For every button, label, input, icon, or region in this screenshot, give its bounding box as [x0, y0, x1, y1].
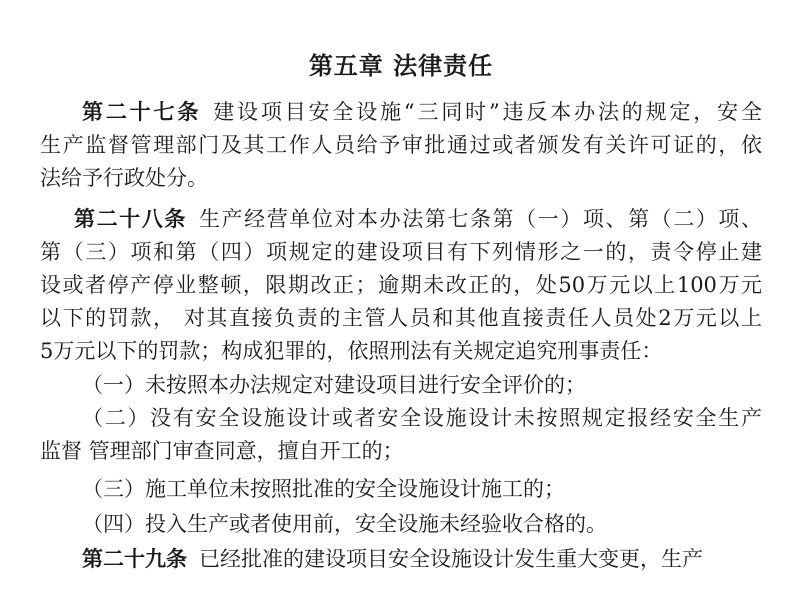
article-29-line-1 — [40, 545, 762, 573]
article-27-heading: 第二十七条 — [82, 100, 202, 124]
article-28-line-4: 以下的罚款， 对其直接负责的主管人员和其他直接责任人员处2万元以上 — [40, 306, 762, 330]
article-27-text-1: 建设项目安全设施“三同时”违反本办法的规定，安全 — [213, 100, 762, 124]
article-28-line-5: 5万元以下的罚款；构成犯罪的，依照刑法有关规定追究刑事责任： — [40, 339, 663, 363]
article-27-line-1 — [40, 98, 762, 126]
article-28-text-1: 生产经营单位对本办法第七条第（一）项、第（二）项、 — [198, 207, 762, 231]
chapter-title: 第五章 法律责任 — [308, 52, 494, 80]
article-28-line-3: 设或者停产停业整顿，限期改正；逾期未改正的，处50万元以上100万元 — [40, 273, 762, 297]
article-28-line-1 — [40, 205, 762, 233]
document-page — [40, 0, 762, 600]
article-27-line-3: 法给予行政处分。 — [40, 166, 208, 190]
article-28-item-2-line-2: 监督 管理部门审查同意，擅自开工的； — [40, 439, 404, 463]
article-28-line-2: 第（三）项和第（四）项规定的建设项目有下列情形之一的，责令停止建 — [40, 240, 762, 264]
article-28-heading: 第二十八条 — [74, 207, 187, 231]
article-28-item-4: （四）投入生产或者使用前，安全设施未经验收合格的。 — [82, 512, 607, 536]
article-29-heading: 第二十九条 — [82, 547, 187, 571]
article-28-item-3: （三）施工单位未按照批准的安全设施设计施工的； — [82, 477, 565, 501]
article-28-item-1: （一）未按照本办法规定对建设项目进行安全评价的； — [82, 373, 586, 397]
article-27-line-2: 生产监督管理部门及其工作人员给予审批通过或者颁发有关许可证的，依 — [40, 133, 762, 157]
article-28-item-2-line-1: （二）没有安全设施设计或者安全设施设计未按照规定报经安全生产 — [82, 406, 762, 430]
article-29-text-1: 已经批准的建设项目安全设施设计发生重大变更，生产 — [199, 547, 703, 571]
